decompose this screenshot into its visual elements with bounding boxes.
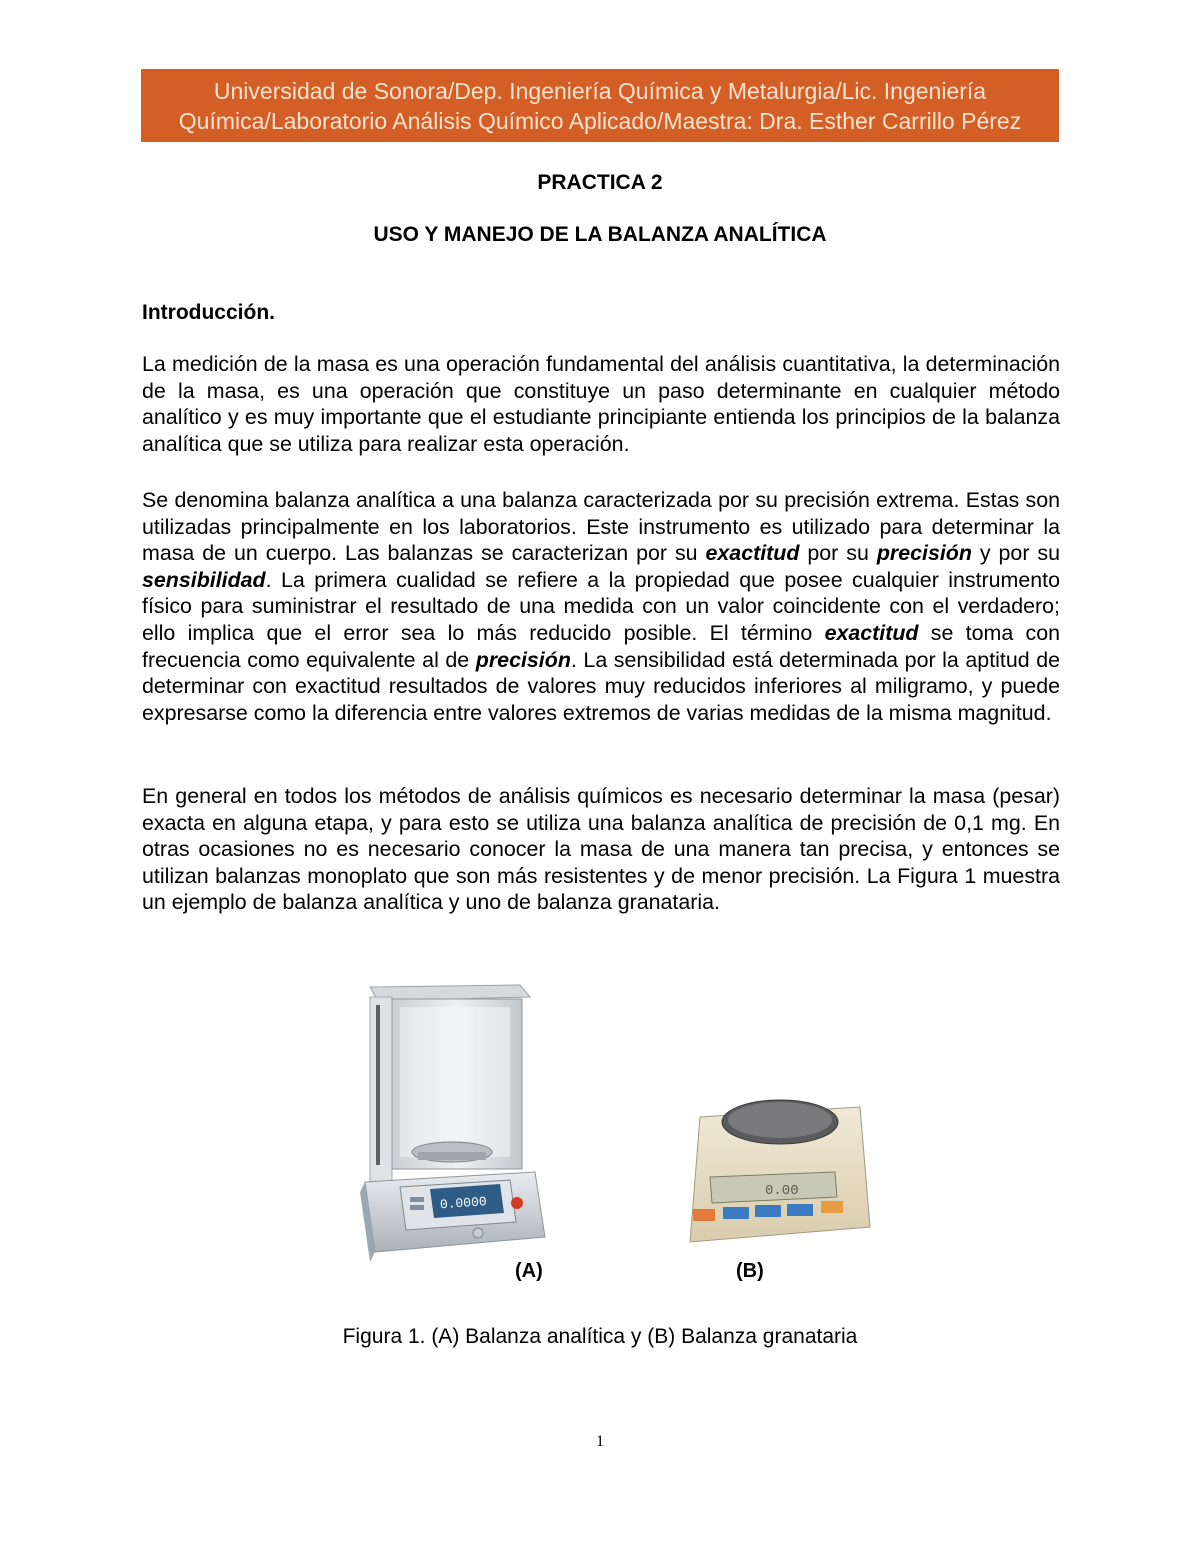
paragraph-3: En general en todos los métodos de análisis químicos es necesario determinar la masa (pesar) exacta en alguna etapa, y para esto se utiliza una balanza analítica de precisión de 0,1 mg. En otras ocasiones no es necesario conocer la masa de una manera tan precisa, y entonces se utilizan balanzas monoplato que son más resistentes y de menor precisión. La Figura 1 muestra un ejemplo de balanza analítica y uno de balanza granataria. <box>142 784 1060 915</box>
term-exactitud-2: exactitud <box>824 620 919 645</box>
header-line-1: Universidad de Sonora/Dep. Ingeniería Química y Metalurgia/Lic. Ingeniería <box>213 78 987 104</box>
figure-label-a: (A) <box>515 1260 543 1282</box>
term-sensibilidad: sensibilidad <box>142 567 266 592</box>
analytical-balance-image <box>360 977 590 1267</box>
display-b-readout: 0.00 <box>765 1183 799 1199</box>
display-a-readout: 0.0000 <box>439 1194 488 1213</box>
practice-title: USO Y MANEJO DE LA BALANZA ANALÍTICA <box>373 223 827 246</box>
practice-number: PRACTICA 2 <box>537 171 663 194</box>
header-line-2: Química/Laboratorio Análisis Químico Aplicado/Maestra: Dra. Esther Carrillo Pérez <box>178 108 1022 134</box>
figure-caption: Figura 1. (A) Balanza analítica y (B) Balanza granataria <box>342 1325 858 1348</box>
paragraph-1: La medición de la masa es una operación fundamental del análisis cuantitativa, la determinación de la masa, es una operación que constituye un paso determinante en cualquier método analítico y es muy importante que el estudiante principiante entienda los principios de la balanza analítica que se utiliza para realizar esta operación. <box>142 352 1060 456</box>
figure-label-b: (B) <box>736 1260 764 1282</box>
top-loading-balance-image <box>685 1087 875 1257</box>
header-band <box>141 69 1059 142</box>
paragraph-2: Se denomina balanza analítica a una balanza caracterizada por su precisión extrema. Estas son utilizadas principalmente en los laboratorios. Este instrumento es utilizado para determinar la masa de un cuerpo. Las balanzas se caracterizan por su exactitud por su precisión y por su sensibilidad. La primera cualidad se refiere a la propiedad que posee cualquier instrumento físico para suministrar el resultado de una medida con un valor coincidente con el verdadero; ello implica que el error sea lo más reducido posible. El término exactitud se toma con frecuencia como equivalente al de precisión. La sensibilidad está determinada por la aptitud de determinar con exactitud resultados de valores muy reducidos inferiores al miligramo, y puede expresarse como la diferencia entre valores extremos de varias medidas de la misma magnitud. <box>142 488 1060 725</box>
page-number: 1 <box>596 1433 604 1450</box>
intro-heading: Introducción. <box>142 301 275 324</box>
figure-1 <box>360 977 880 1282</box>
term-precision-2: precisión <box>475 647 571 672</box>
term-precision: precisión <box>876 541 972 566</box>
term-exactitud: exactitud <box>705 541 800 566</box>
